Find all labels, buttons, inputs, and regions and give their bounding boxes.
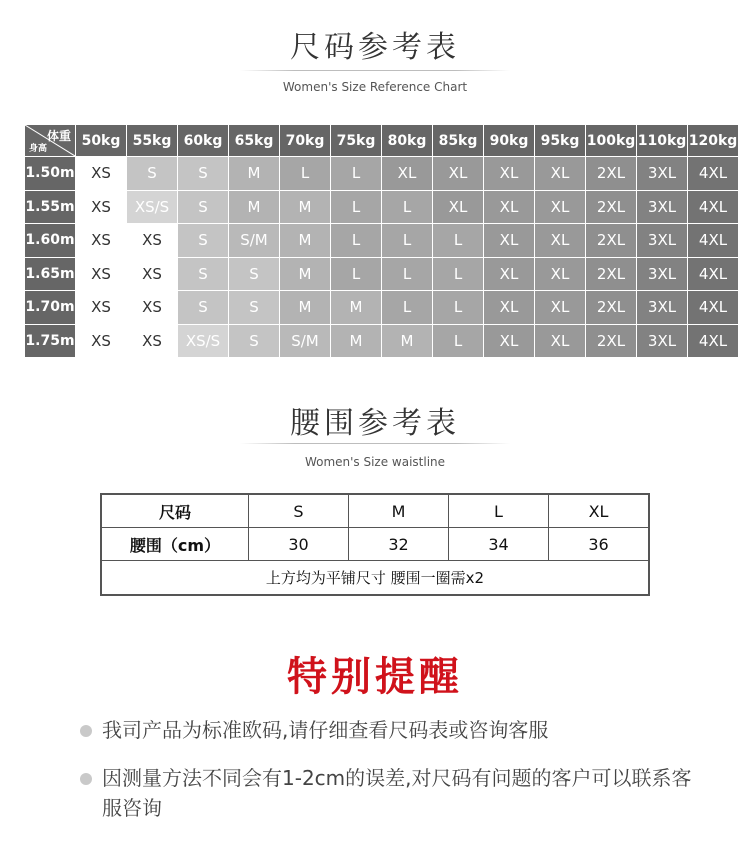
weight-header-cell: 65kg (229, 125, 280, 157)
size-cell: L (331, 157, 382, 191)
size-cell: XL (484, 291, 535, 325)
size-cell: L (382, 291, 433, 325)
size-cell: S (229, 291, 280, 325)
size-cell: XL (484, 257, 535, 291)
size-chart-subtitle: Women's Size Reference Chart (282, 80, 468, 94)
height-label-cell: 1.60m (25, 224, 76, 258)
waist-chart-subtitle: Women's Size waistline (304, 455, 446, 469)
size-cell: 4XL (688, 257, 739, 291)
size-cell: 2XL (586, 291, 637, 325)
size-cell: S (178, 157, 229, 191)
size-cell: M (382, 324, 433, 358)
size-cell: M (280, 291, 331, 325)
waist-value-row (101, 528, 649, 561)
size-chart-title: 尺码参考表 (290, 30, 460, 65)
size-cell: S (127, 157, 178, 191)
waist-size-cell: XL (549, 494, 650, 528)
waist-value-cell: 32 (349, 528, 449, 561)
size-reference-table (24, 124, 739, 358)
size-cell: XS (76, 190, 127, 224)
size-cell: M (229, 157, 280, 191)
reminder-title: 特别提醒 (287, 654, 463, 700)
waist-reference-table (100, 493, 650, 596)
waist-size-cell: S (249, 494, 349, 528)
height-label-cell: 1.55m (25, 190, 76, 224)
size-cell: 2XL (586, 157, 637, 191)
weight-header-cell: 110kg (637, 125, 688, 157)
size-cell: L (382, 224, 433, 258)
size-cell: 3XL (637, 224, 688, 258)
weight-header-cell: 70kg (280, 125, 331, 157)
size-cell: XL (433, 157, 484, 191)
size-cell: L (433, 224, 484, 258)
weight-header-cell: 55kg (127, 125, 178, 157)
size-cell: XS (127, 291, 178, 325)
waist-note-row (101, 561, 649, 596)
size-cell: L (331, 190, 382, 224)
size-cell: 4XL (688, 324, 739, 358)
height-row (25, 190, 739, 224)
waist-chart-title: 腰围参考表 (290, 406, 460, 441)
height-label-cell: 1.75m (25, 324, 76, 358)
size-cell: XL (535, 291, 586, 325)
reminder-item (80, 715, 700, 745)
size-cell: S (178, 190, 229, 224)
height-label-cell: 1.50m (25, 157, 76, 191)
height-row (25, 291, 739, 325)
size-cell: 3XL (637, 324, 688, 358)
size-cell: M (280, 190, 331, 224)
waist-header-row (101, 494, 649, 528)
corner-cell (25, 125, 76, 157)
waist-note: 上方均为平铺尺寸 腰围一圈需x2 (101, 561, 649, 596)
size-cell: 4XL (688, 157, 739, 191)
weight-header-cell: 100kg (586, 125, 637, 157)
height-row (25, 157, 739, 191)
weight-header-cell: 90kg (484, 125, 535, 157)
size-cell: M (229, 190, 280, 224)
size-cell: XL (484, 190, 535, 224)
size-cell: 4XL (688, 291, 739, 325)
size-cell: S (178, 291, 229, 325)
waist-value-cell: 36 (549, 528, 650, 561)
weight-header-cell: 80kg (382, 125, 433, 157)
size-cell: S (178, 224, 229, 258)
size-cell: XL (535, 257, 586, 291)
weight-header-row (25, 125, 739, 157)
corner-height-label: 身高 (29, 144, 48, 154)
size-cell: 3XL (637, 190, 688, 224)
size-cell: L (331, 224, 382, 258)
size-cell: 2XL (586, 224, 637, 258)
size-cell: 3XL (637, 157, 688, 191)
size-cell: L (382, 257, 433, 291)
reminder-item-text: 我司产品为标准欧码,请仔细查看尺码表或咨询客服 (102, 718, 549, 742)
weight-header-cell: 85kg (433, 125, 484, 157)
size-cell: 3XL (637, 291, 688, 325)
weight-header-cell: 120kg (688, 125, 739, 157)
size-cell: XL (535, 190, 586, 224)
waist-header-label: 尺码 (101, 494, 249, 528)
size-cell: XS (127, 224, 178, 258)
bullet-dot-icon (80, 773, 92, 785)
size-cell: XS (76, 291, 127, 325)
size-cell: 2XL (586, 257, 637, 291)
size-cell: XS (127, 257, 178, 291)
size-cell: L (280, 157, 331, 191)
height-row (25, 257, 739, 291)
size-cell: 2XL (586, 324, 637, 358)
height-row (25, 224, 739, 258)
height-label-cell: 1.70m (25, 291, 76, 325)
size-cell: 4XL (688, 224, 739, 258)
size-cell: XL (535, 224, 586, 258)
size-cell: S (229, 257, 280, 291)
size-cell: L (433, 291, 484, 325)
size-cell: XS (76, 157, 127, 191)
size-cell: 2XL (586, 190, 637, 224)
size-cell: L (331, 257, 382, 291)
size-cell: XL (484, 324, 535, 358)
size-cell: S/M (280, 324, 331, 358)
size-cell: XS (127, 324, 178, 358)
waist-size-cell: M (349, 494, 449, 528)
bullet-dot-icon (80, 725, 92, 737)
size-cell: 4XL (688, 190, 739, 224)
size-cell: XS (76, 324, 127, 358)
waist-size-cell: L (449, 494, 549, 528)
weight-header-cell: 95kg (535, 125, 586, 157)
size-cell: XL (535, 324, 586, 358)
size-cell: XL (484, 224, 535, 258)
size-cell: XS (76, 257, 127, 291)
height-label-cell: 1.65m (25, 257, 76, 291)
size-cell: L (433, 324, 484, 358)
height-row (25, 324, 739, 358)
size-cell: L (433, 257, 484, 291)
size-cell: XS (76, 224, 127, 258)
size-cell: S (229, 324, 280, 358)
weight-header-cell: 50kg (76, 125, 127, 157)
reminder-item-text: 因测量方法不同会有1-2cm的误差,对尺码有问题的客户可以联系客服咨询 (102, 766, 692, 820)
size-cell: XL (382, 157, 433, 191)
corner-weight-label: 体重 (46, 129, 71, 143)
size-cell: S (178, 257, 229, 291)
waist-value-cell: 34 (449, 528, 549, 561)
title-divider (240, 70, 510, 71)
size-cell: XL (484, 157, 535, 191)
size-cell: S/M (229, 224, 280, 258)
reminder-item (80, 763, 700, 823)
size-cell: M (331, 291, 382, 325)
size-cell: XS/S (178, 324, 229, 358)
weight-header-cell: 60kg (178, 125, 229, 157)
title-divider (240, 443, 510, 444)
waist-value-cell: 30 (249, 528, 349, 561)
size-cell: M (331, 324, 382, 358)
size-cell: L (382, 190, 433, 224)
size-cell: XL (433, 190, 484, 224)
weight-header-cell: 75kg (331, 125, 382, 157)
size-cell: XL (535, 157, 586, 191)
size-cell: 3XL (637, 257, 688, 291)
size-cell: M (280, 224, 331, 258)
waist-row-label: 腰围（cm） (101, 528, 249, 561)
size-cell: XS/S (127, 190, 178, 224)
size-cell: M (280, 257, 331, 291)
